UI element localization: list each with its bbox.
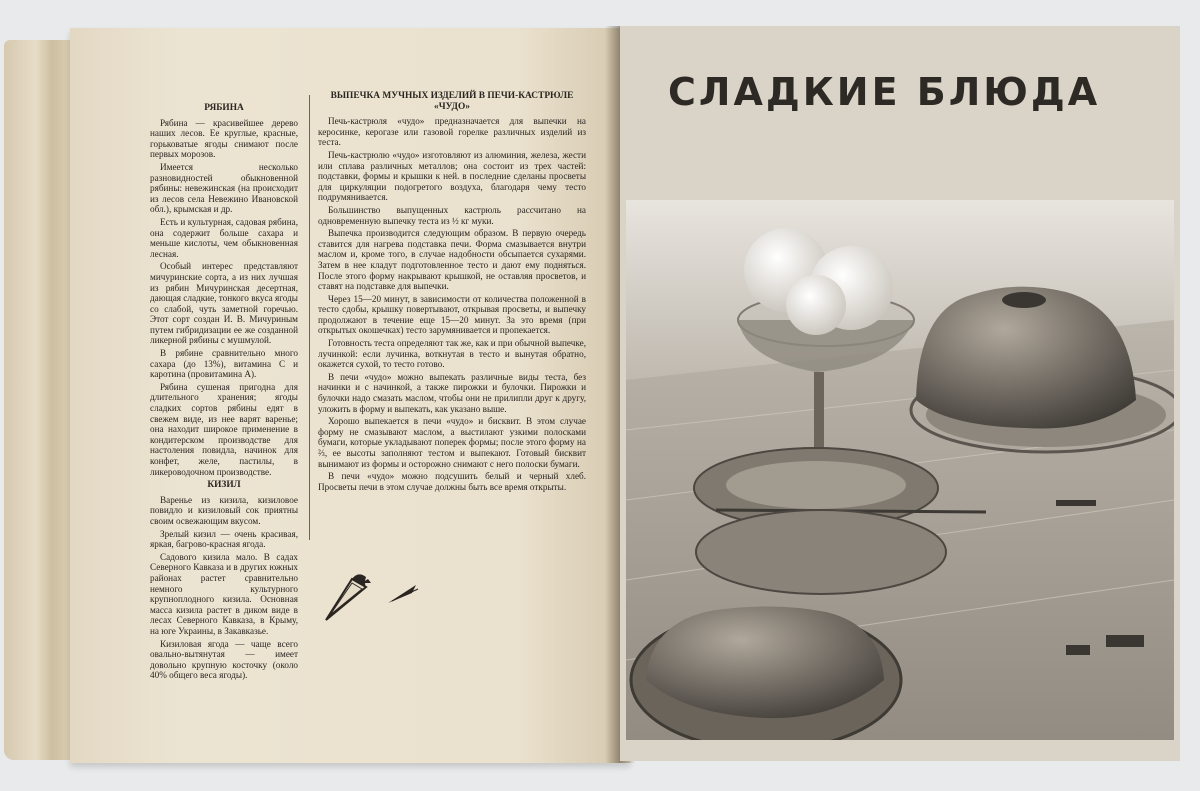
right-column: [318, 88, 586, 494]
paragraph: Особый интерес представляют мичуринские сорта, а из них лучшая из рябин Мичуринская десертная, дающая сладкие, тонкого вкуса ягоды со слабой, чуть заметной горечью. Этот сорт создан И. В. Мичуриным путем гибридизации ее же созданной ликерной рябины с мушмулой.: [150, 261, 298, 346]
paragraph: Зрелый кизил — очень красивая, яркая, багрово-красная ягода.: [150, 528, 298, 550]
paragraph: Рябина — красивейшее дерево наших лесов. Ее круглые, красные, горьковатые ягоды снимают после первых морозов.: [150, 117, 298, 160]
left-column: [150, 100, 298, 683]
column-divider: [309, 95, 310, 540]
paragraph: Готовность теста определяют так же, как и при обычной выпечке, лучинкой: если лучинка, воткнутая в тесто и вынутая обратно, окажется сухой, то тесто готово.: [318, 338, 586, 370]
paragraph: Имеется несколько разновидностей обыкновенной рябины: невежинская (на происходит из лесов села Невежино Ивановской обл.), крымская и др.: [150, 161, 298, 215]
paragraph: Рябина сушеная пригодна для длительного хранения; ягоды сладких сортов рябины едят в свежем виде, из нее варят варенье; она находит широкое применение в кондитерском производстве для настоления повидла, начинок для конфет, желе, пастилы, в ликероводочном производстве.: [150, 381, 298, 477]
heading-kizil: КИЗИЛ: [207, 480, 241, 491]
paragraph: Большинство выпущенных кастрюль рассчитано на одновременную выпечку теста из ½ кг муки.: [318, 204, 586, 226]
paragraph: Выпечка производится следующим образом. В первую очередь ставится для нагрева подставка печи. Форма смазывается внутри маслом и, кроме того, в случае надобности обсыпается сухарями. Затем в нее кладут подготовленное тесто и дают ему подняться. После этого форму накрывают крышкой, не оставляя просветов, и ставят на подставке для выпечки.: [318, 228, 586, 292]
paragraph: В печи «чудо» можно выпекать различные виды теста, без начинки и с начинкой, а также пирожки и булочки. Пирожки и булочки надо смазать маслом, чтобы они не прилипли друг к другу, уложить в форму и выпекать, как указано выше.: [318, 371, 586, 414]
page-title: СЛАДКИЕ БЛЮДА: [668, 70, 1101, 114]
desserts-photograph: [626, 200, 1174, 740]
paragraph: Садового кизила мало. В садах Северного Кавказа и в других южных районах растет сравнительно немного культурного крупноплодного кизила. Основная масса кизила растет в диком виде в лесах Северного Кавказа, в Крыму, на юге Украины, в Закавказье.: [150, 551, 298, 636]
paragraph: В печи «чудо» можно подсушить белый и черный хлеб. Просветы печи в этом случае должны быть все время открыты.: [318, 471, 586, 492]
heading-vypechka: ВЫПЕЧКА МУЧНЫХ ИЗДЕЛИЙ В ПЕЧИ-КАСТРЮЛЕ «ЧУДО»: [330, 91, 574, 112]
paragraph: Через 15—20 минут, в зависимости от количества положенной в тесто сдобы, крышку повертывают, открывая просветы, и выпечку продолжают в течение еще 15—20 минут. За это время (при открытых окошечках) тесто зарумянивается и пропекается.: [318, 293, 586, 336]
paragraph: Кизиловая ягода — чаще всего овально-вытянутая — имеет довольно крупную косточку (около 40% общего веса ягоды).: [150, 638, 298, 681]
paragraph: Варенье из кизила, кизиловое повидло и кизиловый сок приятны своим освежающим вкусом.: [150, 494, 298, 526]
paragraph: Печь-кастрюлю «чудо» изготовляют из алюминия, железа, жести или сплава различных металлов; она состоит из трех частей: подставки, формы и крышки к ней. в последние сделаны просветы для циркуляции подогретого воздуха, благодаря чему тесто подрумянивается.: [318, 149, 586, 203]
paragraph: В рябине сравнительно много сахара (до 13%), витамина С и каротина (провитамина А).: [150, 348, 298, 380]
paragraph: Хорошо выпекается в печи «чудо» и бисквит. В этом случае форму не смазывают маслом, а выстилают узкими полосками бумаги, которые укладывают поперек формы; после этого форму на ⅔, ее высоты заполняют тестом и выпекают. Готовый бисквит вынимают из формы и осторожно снимают с него полоски бумаги.: [318, 416, 586, 469]
paragraph: Печь-кастрюля «чудо» предназначается для выпечки на керосинке, керогазе или газовой горелке различных изделий из теста.: [318, 116, 586, 148]
pastry-bag-illustration: [318, 565, 428, 635]
heading-ryabina: РЯБИНА: [204, 103, 244, 113]
paragraph: Есть и культурная, садовая рябина, она содержит больше сахара и меньше кислоты, чем обыкновенная лесная.: [150, 216, 298, 259]
